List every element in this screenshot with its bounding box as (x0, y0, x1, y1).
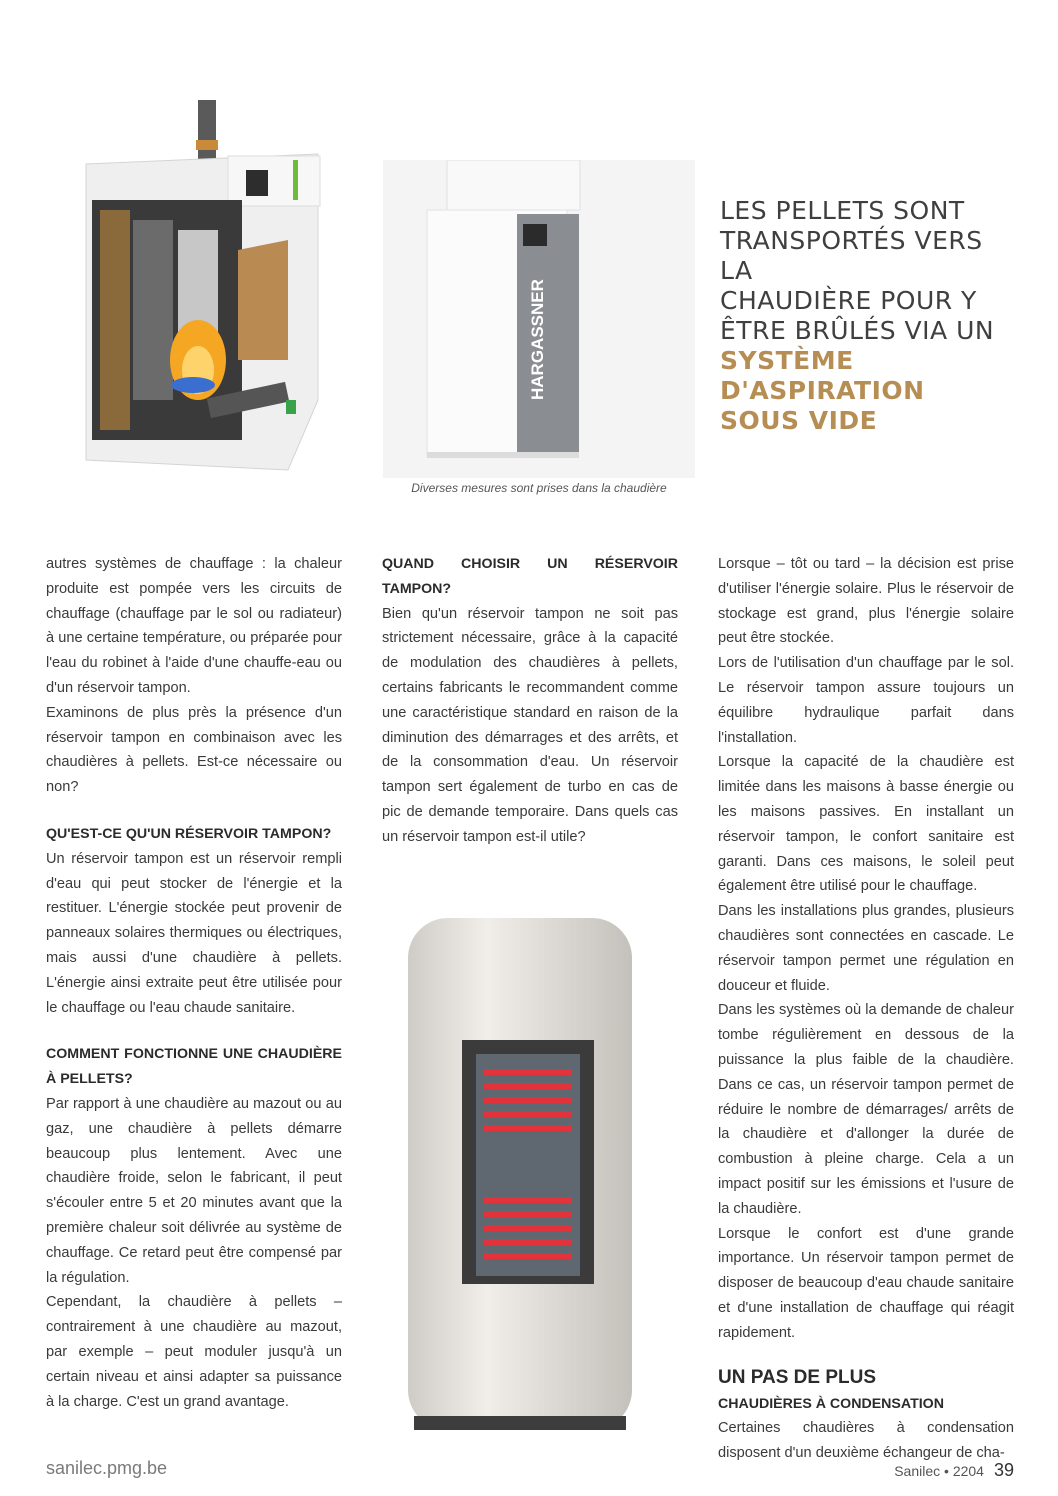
page-number: 39 (993, 1460, 1014, 1480)
paragraph: Certaines chaudières à condensation disposent d'un deuxième échangeur de cha- (718, 1420, 1014, 1462)
issue-label: Sanilec • 2204 (894, 1463, 984, 1479)
section-heading: QUAND CHOISIR UN RÉSERVOIR TAMPON? (382, 556, 678, 597)
pull-quote-line-2: TRANSPORTÉS VERS LA (720, 226, 983, 285)
article-column-2 (382, 552, 678, 850)
figure-caption: Diverses mesures sont prises dans la chaudière (411, 481, 667, 495)
pull-quote (720, 196, 1020, 436)
pull-quote-line-1: LES PELLETS SONT (720, 196, 965, 225)
brand-label: HARGASSNER (528, 279, 547, 400)
section-heading: QU'EST-CE QU'UN RÉSERVOIR TAMPON? (46, 825, 332, 842)
paragraph: Bien qu'un réservoir tampon ne soit pas strictement nécessaire, grâce à la capacité de modulation des chaudières à pellets, certains fabricants le recommandent comme une caractéristique standard en raison de la diminution des démarrages et des arrêts, et de la consommation d'eau. Un réservoir tampon sert également de turbo en cas de pic de demande temporaire. Dans quels cas un réservoir tampon est-il utile? (382, 605, 678, 845)
box-subheading: CHAUDIÈRES À CONDENSATION (718, 1395, 944, 1412)
footer-website[interactable]: sanilec.pmg.be (46, 1458, 168, 1478)
pull-quote-accent-1: SYSTÈME (720, 346, 854, 375)
pull-quote-line-3: CHAUDIÈRE POUR Y (720, 286, 977, 315)
article-column-1 (46, 552, 342, 1414)
paragraph: Lorsque la capacité de la chaudière est limitée dans les maisons à basse énergie ou les maisons passives. En installant un réservoir tampon, le confort sanitaire est garanti. Dans ces maisons, le soleil peut également être utilisé pour le chauffage. (718, 754, 1014, 895)
paragraph: Examinons de plus près la présence d'un réservoir tampon en combinaison avec les chaudières à pellets. Est-ce nécessaire ou non? (46, 704, 342, 796)
pellet-boiler-cutaway-image (78, 100, 326, 482)
hargassner-boiler-image (383, 160, 695, 478)
paragraph: Lorsque – tôt ou tard – la décision est prise d'utiliser l'énergie solaire. Plus le réservoir de stockage est grand, plus l'énergie solaire peut être stockée. (718, 556, 1014, 647)
paragraph: Un réservoir tampon est un réservoir rempli d'eau qui peut stocker de l'énergie et la restituer. L'énergie stockée peut provenir de panneaux solaires thermiques ou électriques, mais aussi d'une chaudière à pellets. L'énergie ainsi extraite peut être utilisée pour le chauffage ou l'eau chaude sanitaire. (46, 850, 342, 1016)
pull-quote-accent-3: SOUS VIDE (720, 406, 878, 435)
pull-quote-line-4: ÊTRE BRÛLÉS VIA UN (720, 316, 995, 345)
paragraph: Cependant, la chaudière à pellets – contrairement à une chaudière au mazout, par exemple – peut moduler jusqu'à un certain niveau et ainsi adapter sa puissance à la charge. C'est un grand avantage. (46, 1294, 342, 1410)
pull-quote-accent-2: D'ASPIRATION (720, 376, 925, 405)
box-heading: UN PAS DE PLUS (718, 1366, 877, 1388)
paragraph: Par rapport à une chaudière au mazout ou au gaz, une chaudière à pellets démarre beaucoup plus lentement. Avec une chaudière froide, selon le fabricant, il peut s'écouler entre 5 et 20 minutes avant que la première chaleur soit délivrée au système de chauffage. Ce retard peut être compensé par la régulation. (46, 1095, 342, 1286)
footer-issue (894, 1460, 1014, 1481)
paragraph: Dans les systèmes où la demande de chaleur tombe régulièrement en dessous de la puissance la plus faible de la chaudière. Dans ce cas, un réservoir tampon permet de réduire le nombre de démarrages/ arrêts de la chaudière et d'allonger la durée de combustion à pleine charge. Cela a un impact positif sur les émissions et l'usure de la chaudière. (718, 1002, 1014, 1217)
paragraph: Dans les installations plus grandes, plusieurs chaudières sont connectées en cascade. Le réservoir tampon permet une régulation en douceur et fluide. (718, 903, 1014, 994)
article-column-3 (718, 552, 1014, 1466)
buffer-tank-image (400, 910, 640, 1440)
paragraph: Lorsque le confort est d'une grande importance. Un réservoir tampon permet de disposer de beaucoup d'eau chaude sanitaire et d'une installation de chauffage qui réagit rapidement. (718, 1225, 1014, 1341)
paragraph: Lors de l'utilisation d'un chauffage par le sol. Le réservoir tampon assure toujours un équilibre hydraulique parfait dans l'installation. (718, 655, 1014, 746)
paragraph: autres systèmes de chauffage : la chaleur produite est pompée vers les circuits de chauffage (chauffage par le sol ou radiateur) à une certaine température, ou préparée pour l'eau du robinet à l'aide d'une chauffe-eau ou d'un réservoir tampon. (46, 556, 342, 696)
section-heading: COMMENT FONCTIONNE UNE CHAUDIÈRE À PELLETS? (46, 1046, 342, 1088)
